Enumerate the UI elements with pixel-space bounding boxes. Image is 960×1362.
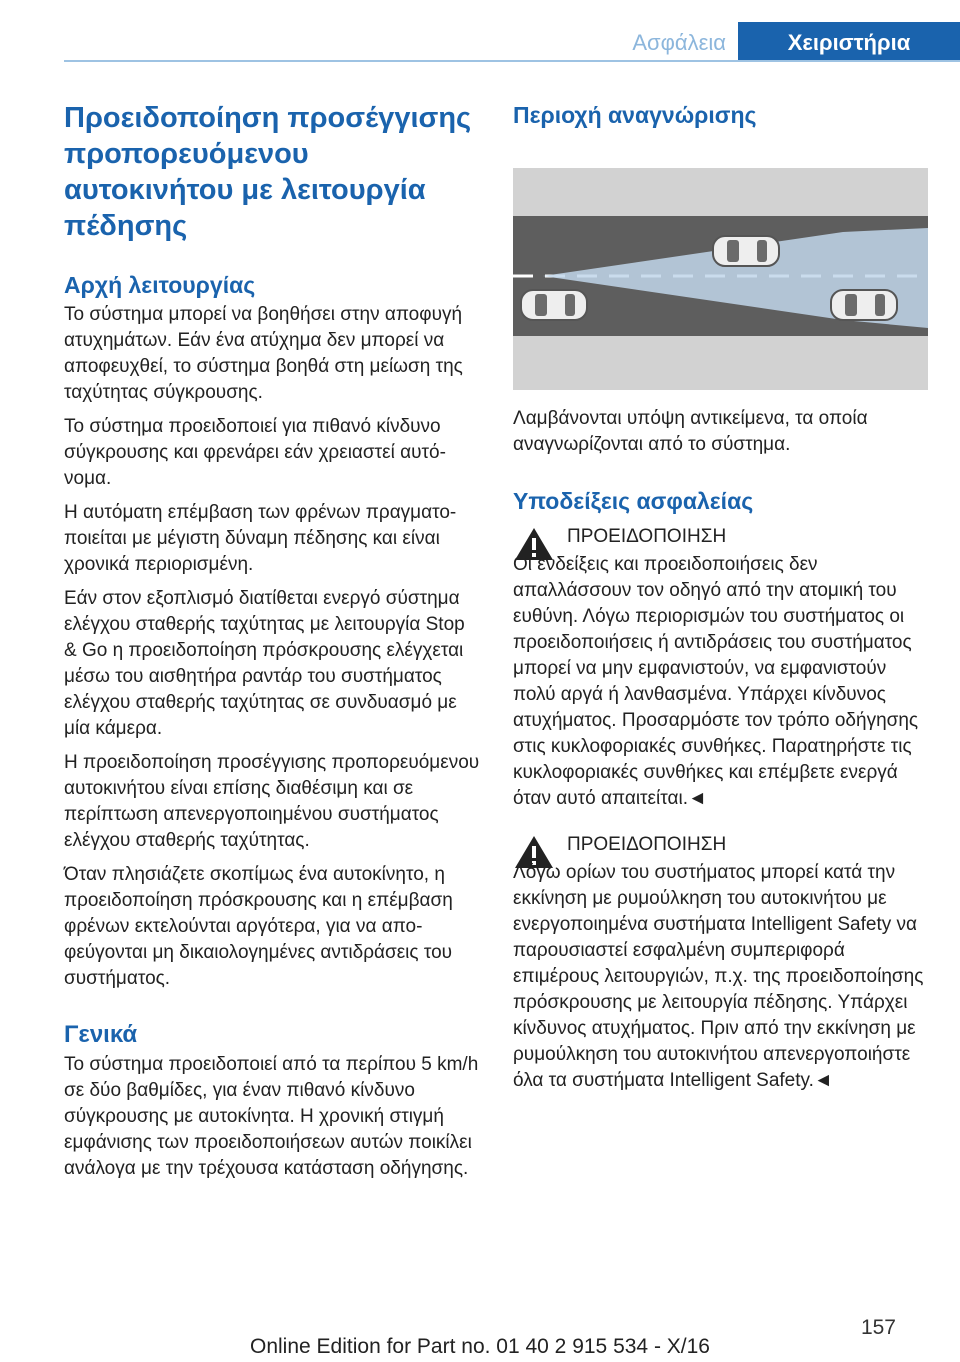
page-title: Προειδοποίηση προσέγγισης προπορευόμενου αυτοκινήτου με λειτουργία πέδησης [64, 102, 472, 242]
paragraph: Εάν στον εξοπλισμό διατίθεται ενεργό σύστημα ελέγχου σταθερής ταχύτητας με λειτουργία Stop & Go η προειδοποίηση πρόσκρουσης ελέγχεται μέσω του αισθητήρα ραντάρ του συστήματος ελέγχου σταθερής ταχύτητας σε συνδυασμό με μία κάμερα. [64, 588, 465, 739]
left-column [64, 100, 480, 1190]
detected-car-ahead [713, 236, 779, 266]
page-header [64, 22, 960, 62]
road-diagram [513, 168, 928, 390]
paragraph: Η προειδοποίηση προσέγγισης προπορευόμενου αυτοκινήτου είναι επίσης διαθέσιμη και σε περίπτωση απενεργοποιημένου συστήματος ελέγχου σταθερής ταχύτητας. [64, 752, 480, 851]
paragraph: Η αυτόματη επέμβαση των φρένων πραγματοποιείται με μέγιστη δύναμη πέδησης και είναι χρονικά περιορισμένη. [64, 502, 457, 575]
figure-caption: Λαμβάνονται υπόψη αντικείμενα, τα οποία αναγνωρίζονται από το σύστημα. [513, 408, 868, 455]
subheading-detection-range: Περιοχή αναγνώρισης [513, 102, 757, 128]
detection-range-illustration [513, 168, 928, 390]
warning-content [513, 832, 928, 1094]
warning-title: ΠΡΟΕΙΔΟΠΟΙΗΣΗ [567, 834, 727, 855]
warning-block [513, 832, 928, 1094]
warning-text: Οι ενδείξεις και προειδοποιήσεις δεν απαλλάσσουν τον οδηγό από την ατομική του ευθύνη. Λόγω περιορισμών του συστήματος οι προειδοποιήσεις ή αντιδράσεις του συστήματος μπορεί να μην εμφανιστούν, να εμφανιστούν πολύ αργά ή λανθασμένα. Υπάρχει κίνδυνος ατυχήματος. Προσαρμόστε τον τρόπο οδήγησης στις κυκλοφοριακές συνθήκες. Παρατηρήστε τις κυκλοφοριακές συνθήκες και επέμβετε ενεργά όταν αυτό απαιτείται.◄ [513, 554, 919, 809]
section-tab[interactable]: Ασφάλεια [632, 30, 726, 55]
warning-text: Λόγω ορίων του συστήματος μπορεί κατά την εκκίνηση με ρυμούλκηση του αυτοκινήτου με ενεργοποιημένα συστήματα Intelligent Safety να παρουσιαστεί εσφαλμένη συμπεριφορά επιμέρους λειτουργιών, π.χ. της προειδοποίησης πρόσκρουσης με λειτουργία πέδησης. Υπάρχει κίνδυνος ατυχήματος. Πριν από την εκκίνηση με ρυμούλκηση του αυτοκινήτου απενεργοποιήστε όλα τα συστήματα Intelligent Safety.◄ [513, 862, 924, 1091]
edition-note: Online Edition for Part no. 01 40 2 915 534 - X/16 [250, 1335, 710, 1358]
paragraph: Το σύστημα προειδοποιεί από τα περίπου 5 km/h σε δύο βαθμίδες, για έναν πιθανό κίνδυνο σύγκρουσης με αυτοκίνητα. Η χρονική στιγμή εμφάνισης των προειδοποιήσεων αυτών ποικίλει ανάλογα με την τρέχουσα κατάσταση οδήγησης. [64, 1054, 479, 1179]
warning-content [513, 524, 928, 812]
page-number: 157 [860, 1316, 896, 1339]
chapter-tab[interactable]: Χειριστήρια [738, 22, 960, 62]
right-column [513, 100, 928, 1094]
subheading-general: Γενικά [64, 1021, 138, 1048]
subheading-principle: Αρχή λειτουργίας [64, 272, 256, 298]
header-divider [64, 60, 960, 62]
car-in-lane [831, 290, 897, 320]
paragraph: Όταν πλησιάζετε σκοπίμως ένα αυτοκίνητο, η προειδοποίηση πρόσκρουσης και η επέμβαση φρένων εκτελούνται αργότερα, για να αποφεύγονται μη δικαιολογημένες αντιδράσεις του συστήματος. [64, 864, 453, 989]
subheading-safety-notes: Υποδείξεις ασφαλείας [513, 488, 754, 514]
paragraph: Το σύστημα μπορεί να βοηθήσει στην αποφυγή ατυχημάτων. Εάν ένα ατύχημα δεν μπορεί να αποφευχθεί, το σύστημα βοηθά στη μείωση της ταχύτητας σύγκρουσης. [64, 304, 463, 403]
paragraph: Το σύστημα προειδοποιεί για πιθανό κίνδυνο σύγκρουσης και φρενάρει εάν χρειαστεί αυτόνομα. [64, 416, 446, 489]
warning-title: ΠΡΟΕΙΔΟΠΟΙΗΣΗ [567, 526, 727, 547]
own-car [521, 290, 587, 320]
warning-block [513, 524, 928, 812]
